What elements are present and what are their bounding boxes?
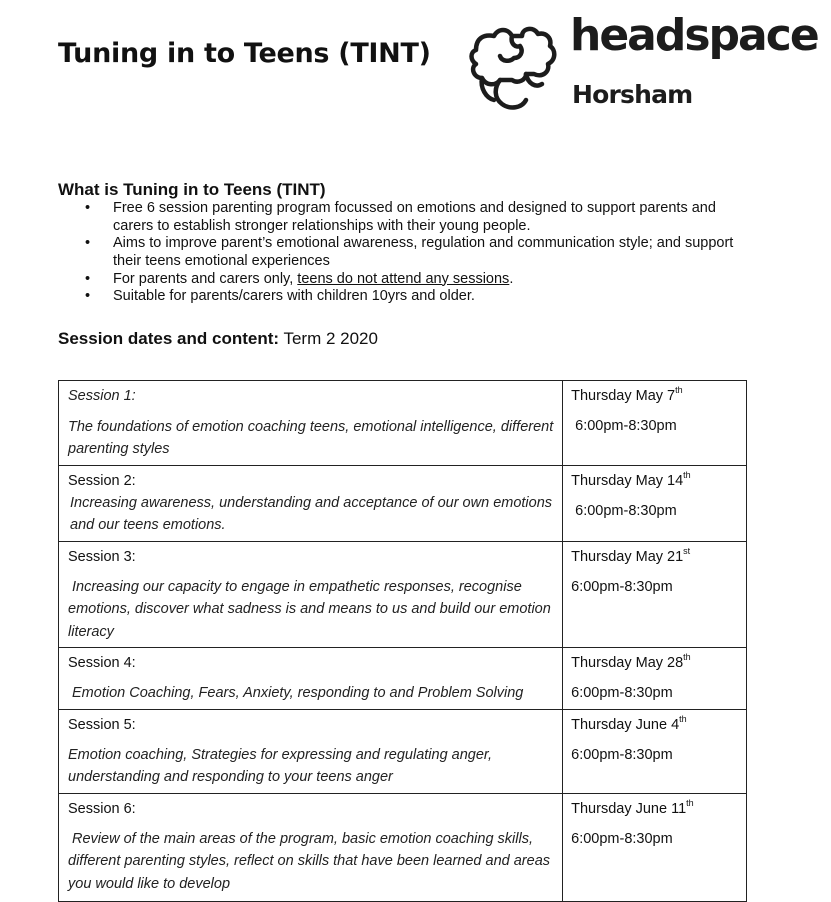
- session-label: Session 1:: [68, 388, 136, 404]
- session-description: Review of the main areas of the program, basic emotion coaching skills, different parenting styles, reflect on skills that have been learned and areas you would like to develop: [68, 830, 551, 892]
- day-suffix: th: [679, 713, 687, 724]
- session-label: Session 3:: [68, 548, 136, 565]
- day-text: Thursday June 11: [571, 800, 687, 817]
- session-time: 6:00pm-8:30pm: [575, 502, 677, 519]
- logo-wordmark: headspace: [570, 10, 818, 61]
- session-day: [571, 798, 740, 820]
- headspace-logo: [466, 10, 826, 116]
- day-suffix: st: [683, 545, 691, 556]
- table-row: [59, 541, 747, 648]
- bullet-text: .: [509, 270, 514, 287]
- date-cell: [563, 793, 747, 901]
- day-text: Thursday May 14: [571, 472, 684, 489]
- session-day: [571, 714, 740, 736]
- session-time: 6:00pm-8:30pm: [571, 746, 673, 763]
- session-cell: [59, 793, 563, 901]
- session-day: [571, 385, 740, 407]
- dates-label: Session dates and content:: [58, 329, 280, 348]
- day-text: Thursday May 21: [571, 548, 684, 565]
- day-text: Thursday June 4: [571, 716, 680, 733]
- logo-location: Horsham: [572, 80, 693, 109]
- session-cell: [59, 709, 563, 793]
- session-time: 6:00pm-8:30pm: [571, 578, 673, 595]
- session-description: Increasing awareness, understanding and acceptance of our own emotions and our teens emotions.: [70, 494, 553, 533]
- day-suffix: th: [683, 652, 691, 662]
- session-cell: [59, 541, 563, 648]
- date-cell: [563, 381, 747, 466]
- list-item: • Free 6 session parenting program focussed on emotions and designed to support parents and carers to establish stronger relationships with their young people.: [58, 200, 738, 235]
- day-text: Thursday May 28: [571, 655, 684, 671]
- table-row: [59, 465, 747, 541]
- session-description: Emotion coaching, Strategies for expressing and regulating anger, understanding and responding to your teens anger: [68, 746, 492, 785]
- table-row: [59, 709, 747, 793]
- session-day: [571, 470, 740, 492]
- day-suffix: th: [683, 469, 691, 480]
- list-item: [58, 271, 738, 289]
- table-row: [59, 793, 747, 901]
- session-label: Session 2:: [68, 472, 136, 489]
- session-description: Increasing our capacity to engage in empathetic responses, recognise emotions, discover what sadness is and means to us and build our emotion literacy: [68, 578, 551, 640]
- term-label: Term 2 2020: [283, 329, 378, 348]
- session-description: Emotion Coaching, Fears, Anxiety, responding to and Problem Solving: [72, 685, 524, 701]
- about-bullet-list: [58, 200, 738, 306]
- list-item: • Suitable for parents/carers with children 10yrs and older.: [58, 288, 738, 306]
- date-cell: [563, 541, 747, 648]
- table-row: [59, 381, 747, 466]
- page-title: Tuning in to Teens (TINT): [58, 38, 431, 69]
- bullet-text: For parents and carers only,: [113, 270, 298, 287]
- session-label: Session 4:: [68, 655, 136, 671]
- day-suffix: th: [686, 797, 694, 808]
- sessions-table: [58, 380, 747, 902]
- session-time: 6:00pm-8:30pm: [575, 418, 677, 434]
- session-time: 6:00pm-8:30pm: [571, 830, 673, 847]
- session-time: 6:00pm-8:30pm: [571, 685, 673, 701]
- session-cell: [59, 648, 563, 710]
- session-description: The foundations of emotion coaching teens, emotional intelligence, different parenting styles: [68, 418, 554, 457]
- session-cell: [59, 381, 563, 466]
- date-cell: [563, 465, 747, 541]
- session-cell: [59, 465, 563, 541]
- session-day: [571, 546, 740, 568]
- session-label: Session 5:: [68, 716, 136, 733]
- date-cell: [563, 648, 747, 710]
- session-dates-heading: [58, 329, 378, 349]
- date-cell: [563, 709, 747, 793]
- underlined-note: teens do not attend any sessions: [297, 270, 510, 287]
- list-item: • Aims to improve parent’s emotional awareness, regulation and communication style; and support their teens emotional experiences: [58, 235, 738, 270]
- headspace-puzzle-icon: [466, 22, 558, 114]
- day-suffix: th: [675, 385, 683, 395]
- session-day: [571, 652, 740, 674]
- table-row: [59, 648, 747, 710]
- day-text: Thursday May 7: [571, 388, 676, 404]
- session-label: Session 6:: [68, 800, 136, 817]
- about-heading: What is Tuning in to Teens (TINT): [58, 180, 326, 199]
